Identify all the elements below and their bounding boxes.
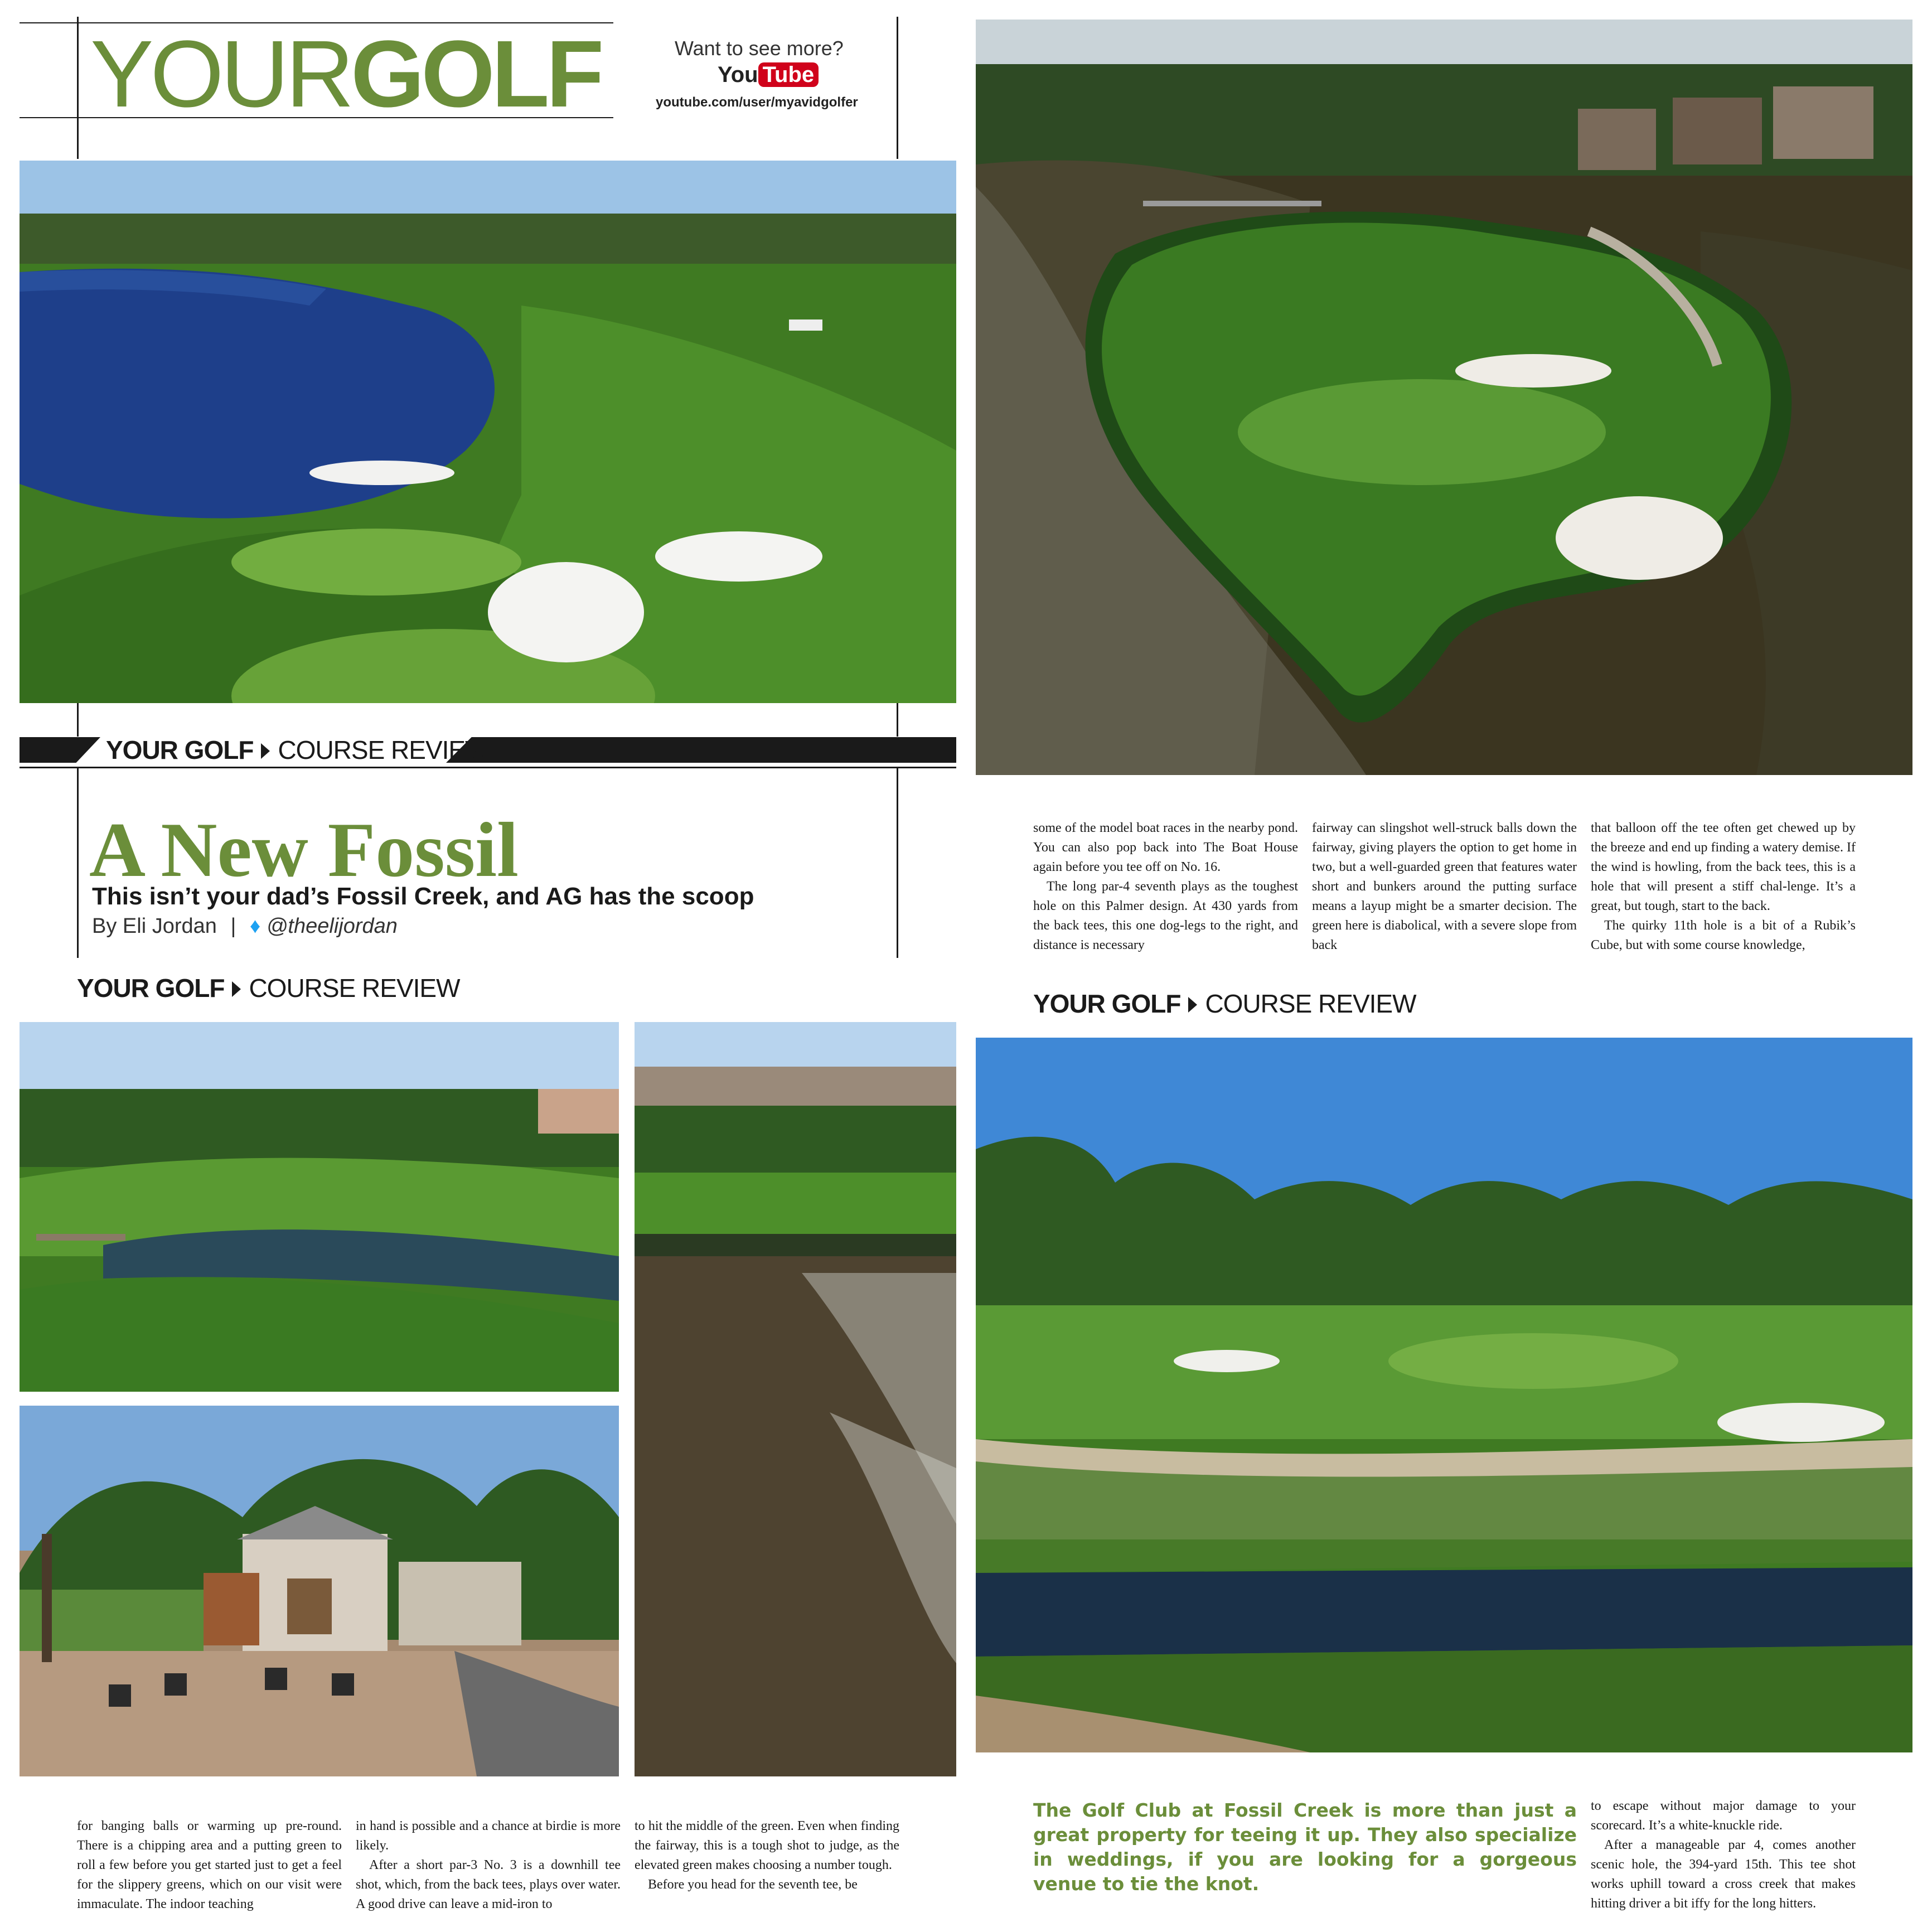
pull-quote: The Golf Club at Fossil Creek is more than just a great property for teeing it up. They also specialize in weddings, if you are looking for a gorgeous venue to tie the knot. xyxy=(1033,1799,1577,1895)
masthead-golf: GOLF xyxy=(351,21,601,127)
spread-top-col2 xyxy=(1312,819,1577,958)
section-bar-course-review: COURSE REVIEW xyxy=(1205,989,1416,1018)
text-paragraph: to hit the middle of the green. Even when finding the fairway, this is a tough shot to judge, as the elevated green makes choosing a number tough. xyxy=(635,1819,899,1872)
photo-island-green xyxy=(976,20,1912,775)
youtube-logo xyxy=(718,62,819,88)
text-paragraph: After a short par-3 No. 3 is a downhill tee shot, which, from the back tees, plays over water. A good drive can leave a mid-iron to xyxy=(356,1858,621,1911)
text-paragraph: The quirky 11th hole is a bit of a Rubik’s Cube, but with some course knowledge, xyxy=(1591,918,1856,952)
article-byline: By Eli Jordan xyxy=(92,914,217,938)
photo-water-creek xyxy=(635,1022,956,1776)
text-paragraph: some of the model boat races in the nearby pond. You can also pop back into The Boat House again before you tee off on No. 16. xyxy=(1033,821,1298,874)
spread-bottom-left-col2 xyxy=(356,1817,621,1911)
section-bar-course-review: COURSE REVIEW xyxy=(249,974,460,1003)
arrow-right-icon xyxy=(261,743,270,759)
text-paragraph: for banging balls or warming up pre-round. There is a chipping area and a putting green to roll a few before you get started just to get a feel for the slippery greens, which on our visit were immaculate. The indoor teaching xyxy=(77,1819,342,1911)
article-deck: This isn’t your dad’s Fossil Creek, and AG has the scoop xyxy=(92,883,754,910)
arrow-right-icon xyxy=(1188,997,1197,1013)
section-bar-your-golf: YOUR GOLF xyxy=(106,735,254,764)
text-paragraph: After a manageable par 4, comes another scenic hole, the 394-yard 15th. This tee shot works uphill toward a cross creek that makes hitting driver a bit iffy for the long hitters. xyxy=(1591,1838,1856,1911)
text-paragraph: fairway can slingshot well-struck balls down the fairway, giving players the option to get home in two, but a well-guarded green that features water short and bunkers around the putting surface means a layup might be a smarter decision. The green here is diabolical, with a severe slope from back xyxy=(1312,821,1577,952)
youtube-url: youtube.com/user/myavidgolfer xyxy=(656,95,858,110)
spread-bottom-left-col3 xyxy=(635,1817,899,1911)
twitter-handle: @theelijordan xyxy=(266,914,398,938)
text-paragraph: Before you head for the seventh tee, be xyxy=(648,1877,858,1892)
text-paragraph: The long par-4 seventh plays as the toughest hole on this Palmer design. At 430 yards from the back tees, this one dog-legs to the right, and distance is necessary xyxy=(1033,879,1298,952)
spread-top-col1 xyxy=(1033,819,1298,958)
section-label-bottom-right xyxy=(1033,989,1416,1019)
youtube-logo-tube: Tube xyxy=(758,62,819,87)
masthead-your: YOUR xyxy=(90,21,351,127)
photo-hero-green-lake xyxy=(20,161,956,703)
want-more-text: Want to see more? xyxy=(675,37,844,60)
photo-fairway-bridge xyxy=(20,1022,619,1392)
article-headline: A New Fossil xyxy=(89,807,519,893)
arrow-right-icon xyxy=(232,981,241,997)
section-bar-course-review: COURSE REVIEW xyxy=(278,735,489,764)
section-bar-your-golf: YOUR GOLF xyxy=(1033,989,1181,1018)
text-paragraph: in hand is possible and a chance at birdie is more likely. xyxy=(356,1819,621,1853)
spread-bottom-left-col1 xyxy=(77,1817,342,1911)
twitter-bird-icon: ♦ xyxy=(249,914,261,938)
youtube-logo-you: You xyxy=(718,62,758,87)
photo-boathouse-patio xyxy=(20,1406,619,1776)
section-label-bottom-left xyxy=(77,973,460,1003)
section-bar-your-golf: YOUR GOLF xyxy=(77,974,225,1003)
text-paragraph: that balloon off the tee often get chewed up by the breeze and end up finding a watery demise. If the wind is howling, from the back tees, this is a hole that will present a stiff chal-lenge. It’s a great, but tough, start to the back. xyxy=(1591,821,1856,913)
spread-top-col3 xyxy=(1591,819,1856,958)
text-paragraph: to escape without major damage to your scorecard. It’s a white-knuckle ride. xyxy=(1591,1799,1856,1833)
spread-bottom-right-col xyxy=(1591,1797,1856,1914)
byline-divider: | xyxy=(230,914,236,938)
photo-creek-green xyxy=(976,1038,1912,1752)
